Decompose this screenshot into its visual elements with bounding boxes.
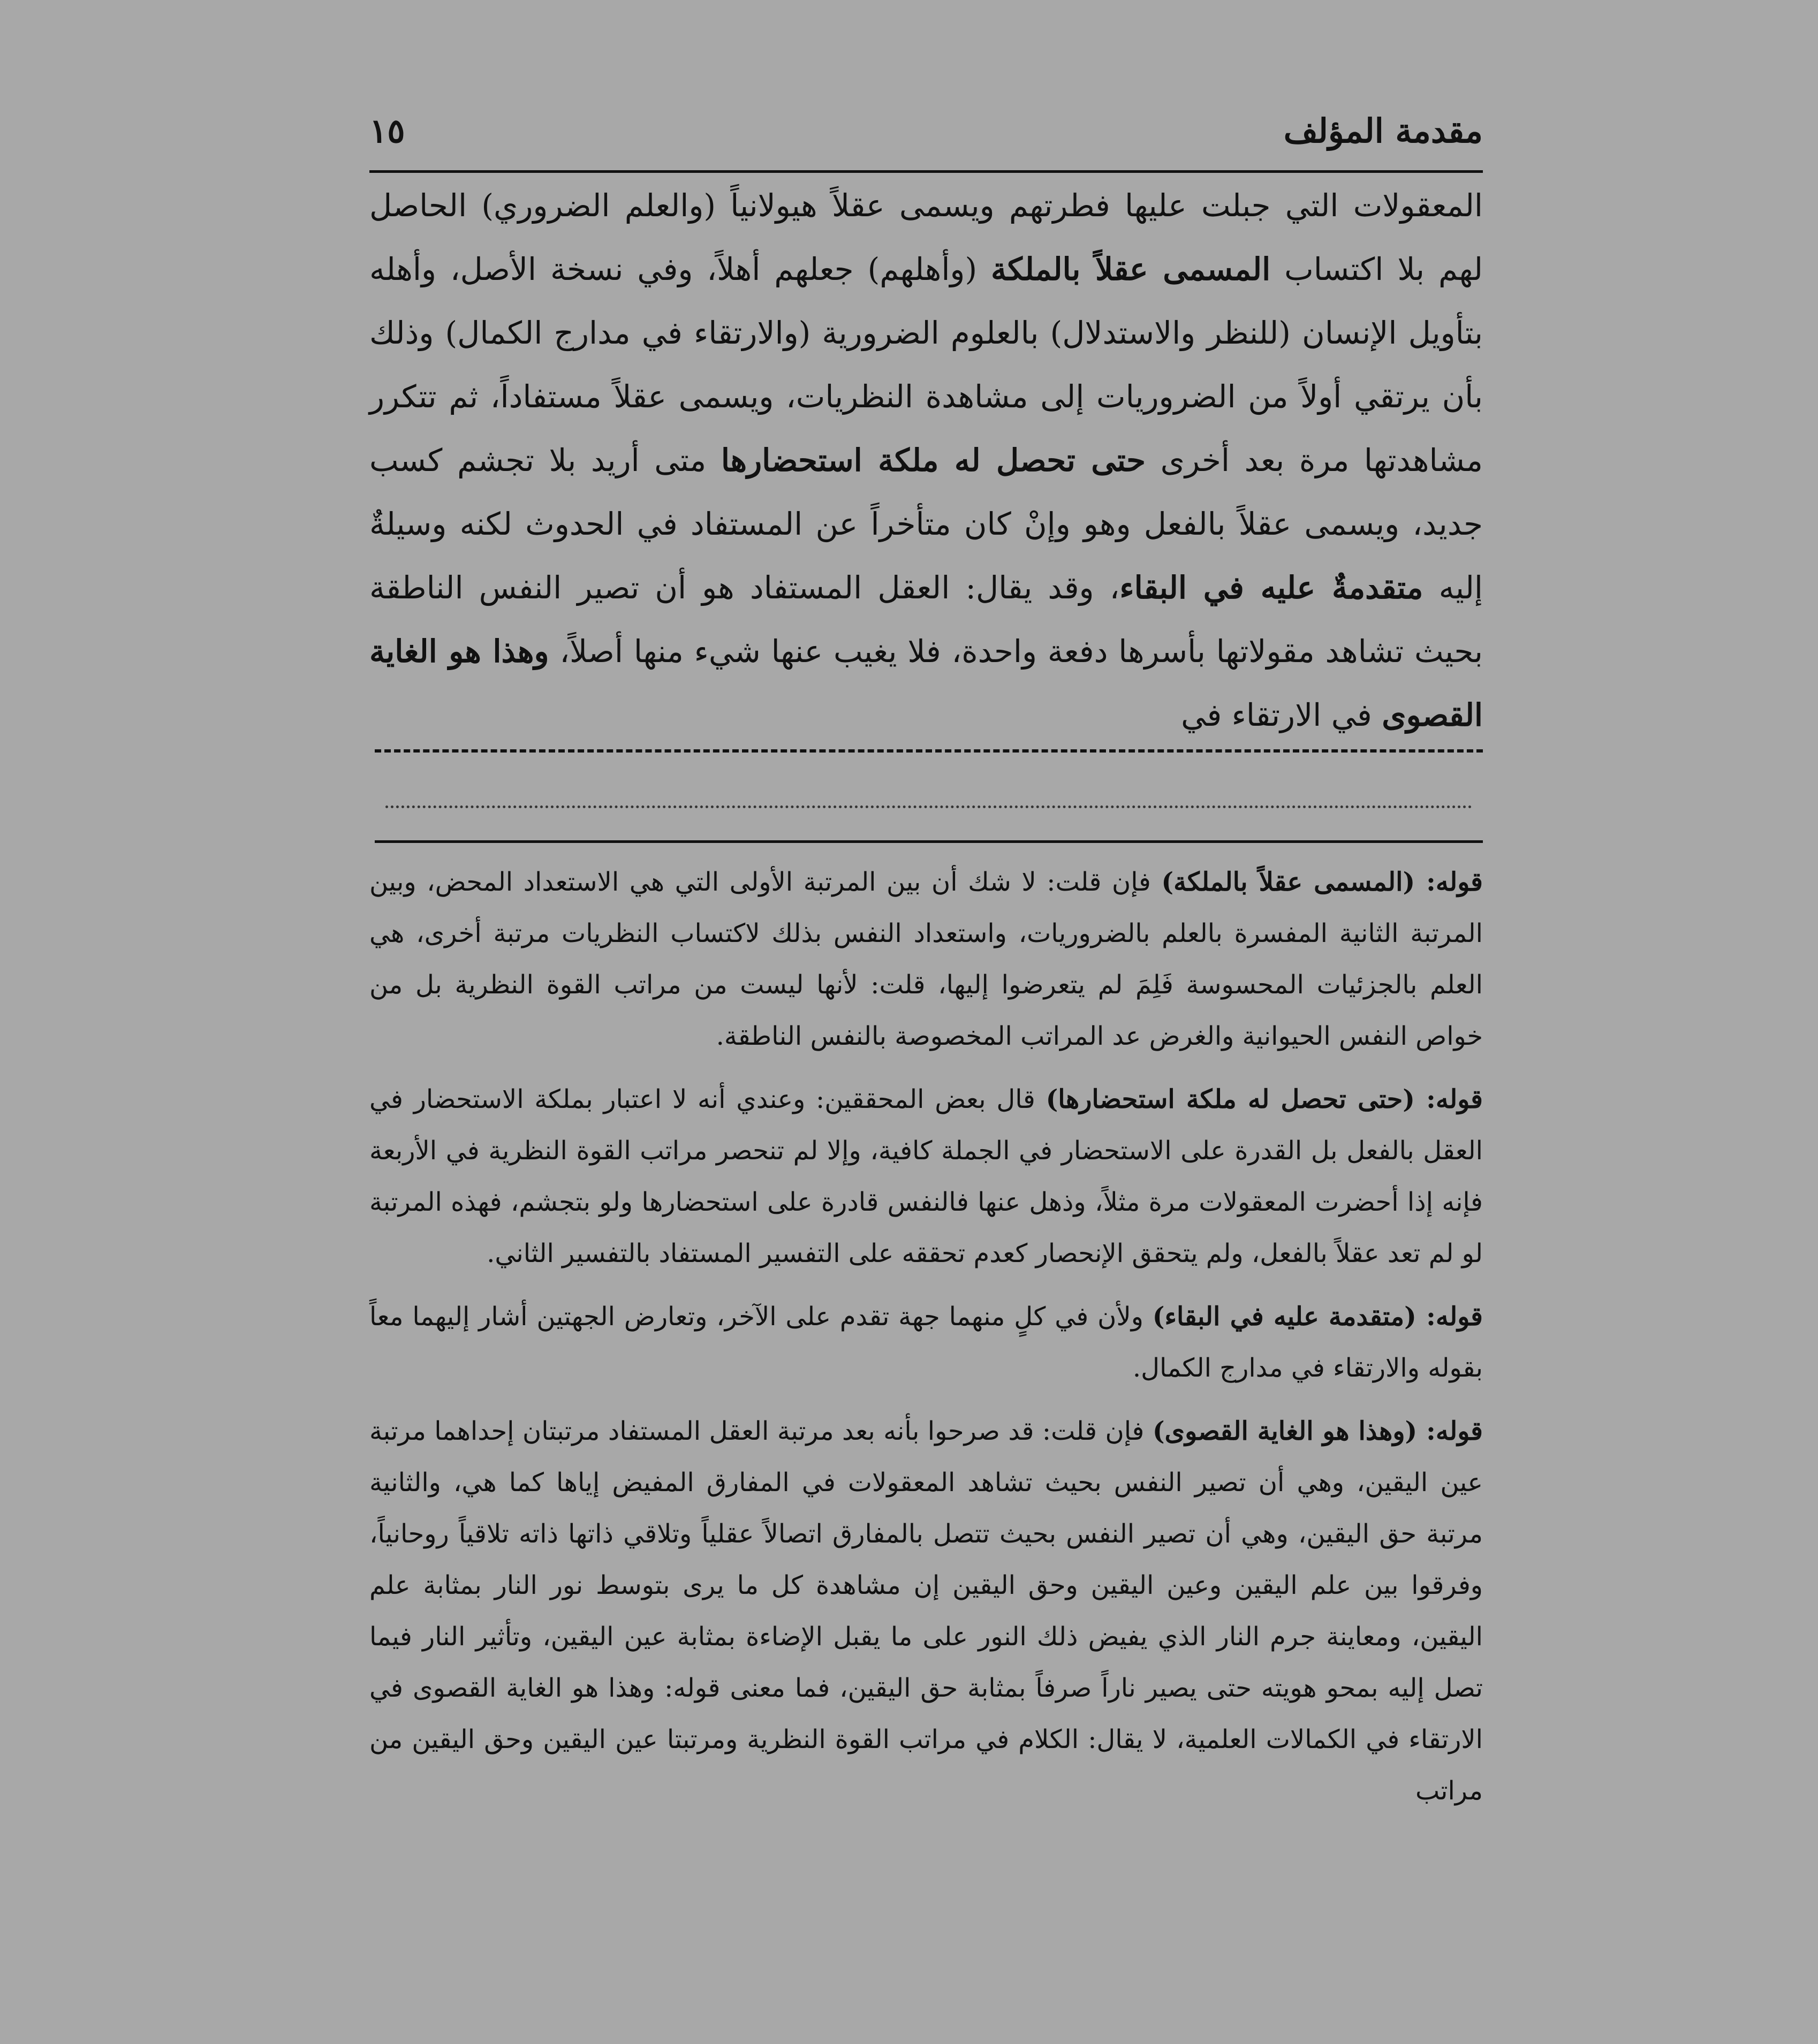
footnote-quote: (وهذا هو الغاية القصوى) xyxy=(1152,1416,1418,1446)
footnote-text: فإن قلت: قد صرحوا بأنه بعد مرتبة العقل المستفاد مرتبتان إحداهما مرتبة عين اليقين، وهي أن تصير النفس بحيث تشاهد المعقولات في المفارق المفيض إياها كما هي، والثانية مرتبة حق اليقين، وهي أن تصير النفس بحيث تتصل بالمفارق اتصالاً عقلياً وتلاقي ذاتها ذاته تلاقياً روحانياً، وفرقوا بين علم اليقين وعين اليقين وحق اليقين إن مشاهدة كل ما يرى بتوسط نور النار بمثابة علم اليقين، ومعاينة جرم النار الذي يفيض ذلك النور على ما يقبل الإضاءة بمثابة عين اليقين، وتأثير النار فيما تصل إليه بمحو هويته حتى يصير ناراً صرفاً بمثابة حق اليقين، فما معنى قوله: وهذا هو الغاية القصوى في الارتقاء في الكمالات العلمية، لا يقال: الكلام في مراتب القوة النظرية ومرتبتا عين اليقين وحق اليقين من مراتب xyxy=(369,1416,1483,1806)
footnote-4 xyxy=(369,1405,1483,1817)
footnote-quote: (المسمى عقلاً بالملكة) xyxy=(1161,867,1415,897)
footnote-1 xyxy=(369,856,1483,1062)
main-bold-quote: متقدمةٌ عليه في البقاء xyxy=(1119,569,1423,606)
footnote-label: قوله: xyxy=(1414,1084,1483,1114)
footnote-text: ولأن في كلٍ منهما جهة تقدم على الآخر، وتعارض الجهتين أشار إليهما معاً بقوله والارتقاء في مدارج الكمال. xyxy=(369,1302,1483,1383)
footnote-2 xyxy=(369,1074,1483,1279)
book-page xyxy=(369,91,1483,1911)
running-title: مقدمة المؤلف xyxy=(1283,111,1483,150)
main-bold-quote: حتى تحصل له ملكة استحضارها xyxy=(721,442,1146,478)
page-number: ١٥ xyxy=(369,111,405,150)
main-bold-quote: المسمى عقلاً بالملكة xyxy=(991,251,1271,287)
main-text-segment: متى أريد بلا تجشم كسب جديد، ويسمى عقلاً بالفعل وهو وإنْ كان متأخراً عن المستفاد في الحدوث لكنه وسيلةٌ إليه xyxy=(369,442,1483,606)
dashed-separator xyxy=(375,749,1483,753)
dotted-separator xyxy=(385,806,1472,808)
main-text-segment: ، وقد يقال: العقل المستفاد هو أن تصير النفس الناطقة بحيث تشاهد مقولاتها بأسرها دفعة واحدة، فلا يغيب عنها شيء منها أصلاً، xyxy=(369,569,1483,670)
footnote-text: قال بعض المحققين: وعندي أنه لا اعتبار بملكة الاستحضار في العقل بالفعل بل القدرة على الاستحضار في الجملة كافية، وإلا لم تنحصر مراتب القوة النظرية في الأربعة فإنه إذا أحضرت المعقولات مرة مثلاً، وذهل عنها فالنفس قادرة على استحضارها ولو بتجشم، فهذه المرتبة لو لم تعد عقلاً بالفعل، ولم يتحقق الإنحصار كعدم تحققه على التفسير المستفاد بالتفسير الثاني. xyxy=(369,1084,1483,1268)
footnotes xyxy=(369,856,1483,1828)
footnote-text: فإن قلت: لا شك أن بين المرتبة الأولى التي هي الاستعداد المحض، وبين المرتبة الثانية المفسرة بالعلم بالضروريات، واستعداد النفس بذلك لاكتساب النظريات مرتبة أخرى، هي العلم بالجزئيات المحسوسة فَلِمَ لم يتعرضوا إليها، قلت: لأنها ليست من مراتب القوة النظرية بل من خواص النفس الحيوانية والغرض عد المراتب المخصوصة بالنفس الناطقة. xyxy=(369,867,1483,1051)
footnote-label: قوله: xyxy=(1415,867,1483,897)
main-text-segment: (وأهلهم) جعلهم أهلاً، وفي نسخة الأصل، وأهله بتأويل الإنسان (للنظر والاستدلال) بالعلوم الضرورية (والارتقاء في مدارج الكمال) وذلك بأن يرتقي أولاً من الضروريات إلى مشاهدة النظريات، ويسمى عقلاً مستفاداً، ثم تتكرر مشاهدتها مرة بعد أخرى xyxy=(369,251,1483,478)
footnote-rule xyxy=(375,840,1483,843)
footnote-label: قوله: xyxy=(1416,1302,1483,1332)
footnote-quote: (متقدمة عليه في البقاء) xyxy=(1152,1302,1416,1332)
main-text-segment: في الارتقاء في xyxy=(1181,697,1382,733)
main-paragraph xyxy=(369,174,1483,747)
footnote-3 xyxy=(369,1291,1483,1394)
page-header xyxy=(369,102,1483,161)
main-bold-quote: وهذا هو الغاية القصوى xyxy=(369,633,1483,733)
footnote-quote: (حتى تحصل له ملكة استحضارها) xyxy=(1046,1084,1415,1114)
main-text-segment: المعقولات التي جبلت عليها فطرتهم ويسمى عقلاً هيولانياً (والعلم الضروري) الحاصل لهم بلا اكتساب xyxy=(369,187,1483,287)
header-rule xyxy=(369,170,1483,173)
footnote-label: قوله: xyxy=(1417,1416,1483,1446)
main-text xyxy=(369,174,1483,747)
